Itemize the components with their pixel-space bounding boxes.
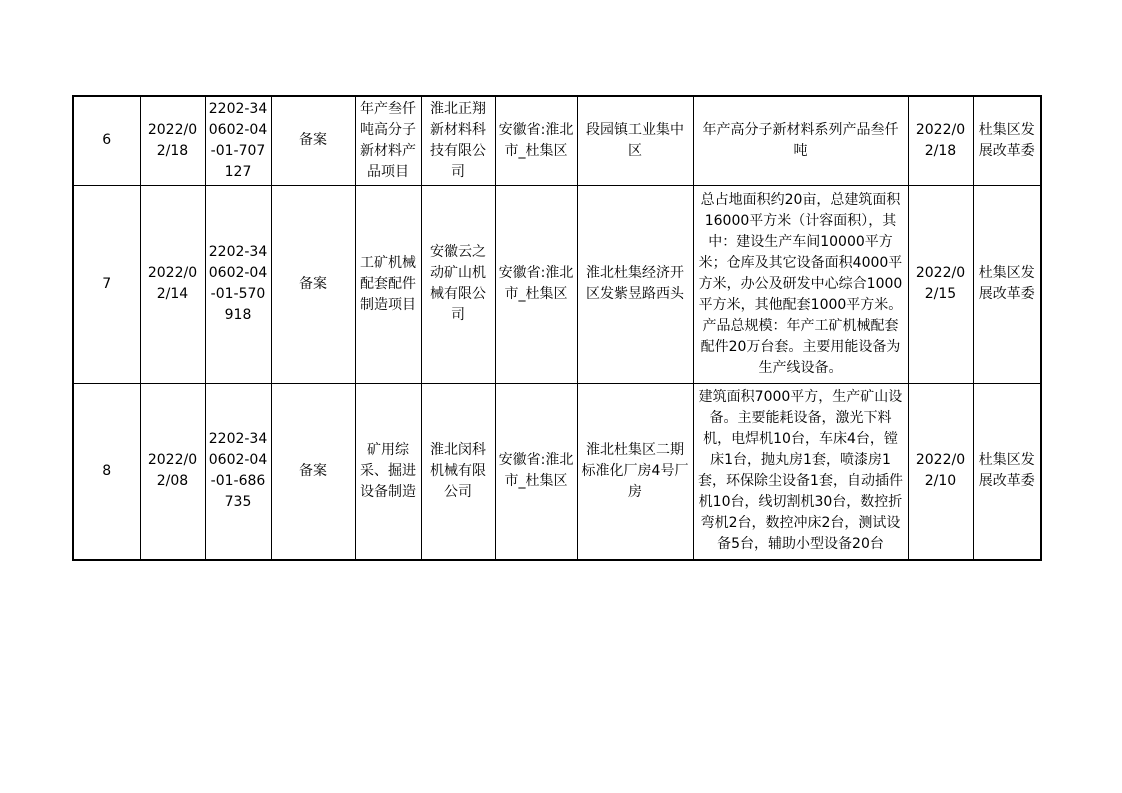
construction-content: 总占地面积约20亩，总建筑面积16000平方米（计容面积），其中：建设生产车间10000平方米；仓库及其它设备面积4000平方米，办公及研发中心综合1000平方米，其他配套1000平方米。产品总规模：年产工矿机械配套配件20万台套。主要用能设备为生产线设备。 bbox=[698, 191, 903, 376]
construction-content: 建筑面积7000平方，生产矿山设备。主要能耗设备，激光下料机，电焊机10台，车床4台，镗床1台，抛丸房1套，喷漆房1套，环保除尘设备1套，自动插件机10台，线切割机30台，数控折弯机2台，数控冲床2台，测试设备5台，辅助小型设备20台 bbox=[698, 389, 903, 553]
table-row bbox=[73, 383, 1041, 560]
authority: 杜集区发展改革委 bbox=[978, 121, 1035, 159]
content-cell bbox=[693, 185, 908, 383]
authority: 杜集区发展改革委 bbox=[978, 452, 1035, 490]
project-name: 矿用综采、掘进设备制造 bbox=[360, 441, 416, 500]
company-name-cell bbox=[421, 383, 495, 560]
project-code: 2202-340602-04-01-686735 bbox=[208, 431, 268, 511]
project-code: 2202-340602-04-01-570918 bbox=[208, 244, 268, 323]
row-number: 7 bbox=[102, 275, 112, 292]
filing-date: 2022/02/08 bbox=[147, 452, 198, 490]
filing-date: 2022/02/14 bbox=[147, 265, 198, 302]
region: 安徽省:淮北市_杜集区 bbox=[498, 452, 574, 490]
construction-content: 年产高分子新材料系列产品叁仟吨 bbox=[702, 121, 899, 159]
authority: 杜集区发展改革委 bbox=[978, 265, 1035, 302]
region-cell bbox=[495, 96, 577, 185]
company-name: 安徽云之动矿山机械有限公司 bbox=[430, 244, 486, 323]
content-cell bbox=[693, 96, 908, 185]
row-number-cell bbox=[73, 185, 140, 383]
company-name-cell bbox=[421, 96, 495, 185]
project-name-cell bbox=[355, 96, 421, 185]
project-code-cell bbox=[205, 383, 271, 560]
project-code-cell bbox=[205, 96, 271, 185]
approved-date: 2022/02/18 bbox=[915, 121, 966, 159]
project-records-table bbox=[72, 95, 1042, 561]
project-code-cell bbox=[205, 185, 271, 383]
approved-date-cell bbox=[908, 383, 973, 560]
approved-date: 2022/02/10 bbox=[915, 452, 966, 490]
region: 安徽省:淮北市_杜集区 bbox=[498, 121, 574, 159]
record-type: 备案 bbox=[299, 132, 327, 149]
record-type-cell bbox=[271, 96, 355, 185]
content-cell bbox=[693, 383, 908, 560]
project-name-cell bbox=[355, 383, 421, 560]
record-type: 备案 bbox=[299, 275, 327, 292]
region-cell bbox=[495, 185, 577, 383]
location: 段园镇工业集中区 bbox=[586, 121, 684, 159]
company-name-cell bbox=[421, 185, 495, 383]
filing-date-cell bbox=[140, 185, 205, 383]
location-cell bbox=[577, 185, 693, 383]
project-name-cell bbox=[355, 185, 421, 383]
project-name: 年产叁仟吨高分子新材料产品项目 bbox=[360, 100, 416, 180]
row-number-cell bbox=[73, 96, 140, 185]
row-number: 6 bbox=[102, 132, 112, 149]
project-code: 2202-340602-04-01-707127 bbox=[208, 100, 268, 180]
approved-date-cell bbox=[908, 96, 973, 185]
filing-date-cell bbox=[140, 383, 205, 560]
region-cell bbox=[495, 383, 577, 560]
approved-date-cell bbox=[908, 185, 973, 383]
row-number: 8 bbox=[102, 462, 112, 479]
authority-cell bbox=[973, 383, 1041, 560]
region: 安徽省:淮北市_杜集区 bbox=[498, 265, 574, 302]
approved-date: 2022/02/15 bbox=[915, 265, 966, 302]
location: 淮北杜集区二期标准化厂房4号厂房 bbox=[581, 441, 689, 500]
filing-date-cell bbox=[140, 96, 205, 185]
company-name: 淮北正翔新材料科技有限公司 bbox=[430, 100, 486, 180]
project-name: 工矿机械配套配件制造项目 bbox=[360, 254, 416, 313]
authority-cell bbox=[973, 185, 1041, 383]
table-row bbox=[73, 96, 1041, 185]
location: 淮北杜集经济开区发紫昱路西头 bbox=[586, 265, 684, 302]
authority-cell bbox=[973, 96, 1041, 185]
row-number-cell bbox=[73, 383, 140, 560]
record-type-cell bbox=[271, 185, 355, 383]
record-type-cell bbox=[271, 383, 355, 560]
table-row bbox=[73, 185, 1041, 383]
filing-date: 2022/02/18 bbox=[147, 121, 198, 159]
location-cell bbox=[577, 96, 693, 185]
location-cell bbox=[577, 383, 693, 560]
company-name: 淮北闵科机械有限公司 bbox=[430, 441, 486, 500]
record-type: 备案 bbox=[299, 462, 327, 479]
